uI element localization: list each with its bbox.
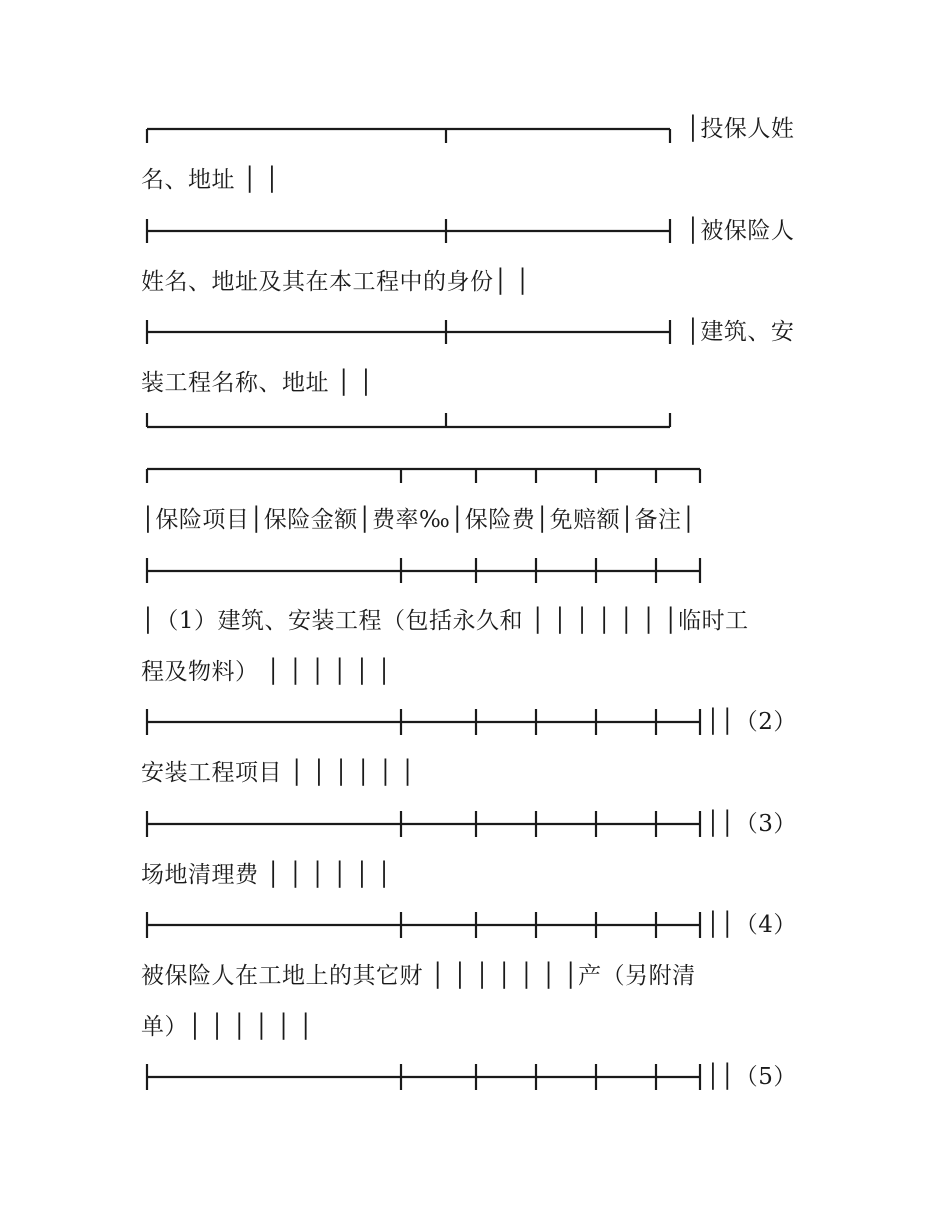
insured-label-end: 姓名、地址及其在本工程中的身份│ │ [141,269,531,295]
table-rule-2 [147,709,700,735]
item-4-number: ││（4） [706,912,797,938]
rule-mid-1 [147,219,670,243]
rule-top-1 [147,129,670,143]
table-header-row: │保险项目│保险金额│费率‰│保险费│免赔额│备注│ [141,507,696,533]
item-1-line-b: 程及物料） │ │ │ │ │ │ [141,659,392,685]
table-rule-5 [147,1064,700,1090]
project-label-start: │建筑、安 [686,319,795,345]
item-3-label: 场地清理费 │ │ │ │ │ │ [141,862,392,888]
project-label-end: 装工程名称、地址 │ │ [141,370,374,396]
table-rule-top [147,469,700,483]
table-rule-1 [147,558,700,583]
table-rule-3 [147,811,700,837]
table-rule-4 [147,912,700,938]
item-5-number: ││（5） [706,1064,797,1090]
insured-label-start: │被保险人 [686,218,795,244]
item-1-line-a: │（1）建筑、安装工程（包括永久和 │ │ │ │ │ │ │临时工 [141,608,749,634]
policyholder-label-start: │投保人姓 [686,116,795,142]
item-3-number: ││（3） [706,811,797,837]
rule-bottom-1 [147,413,670,427]
item-4-line-a: 被保险人在工地上的其它财 │ │ │ │ │ │ │产（另附清 [141,963,696,989]
item-2-number: ││（2） [706,709,797,735]
item-4-line-b: 单）│ │ │ │ │ │ [141,1014,314,1040]
item-2-label: 安装工程项目 │ │ │ │ │ │ [141,760,415,786]
rule-mid-2 [147,320,670,344]
policyholder-label-end: 名、地址 │ │ [141,167,280,193]
